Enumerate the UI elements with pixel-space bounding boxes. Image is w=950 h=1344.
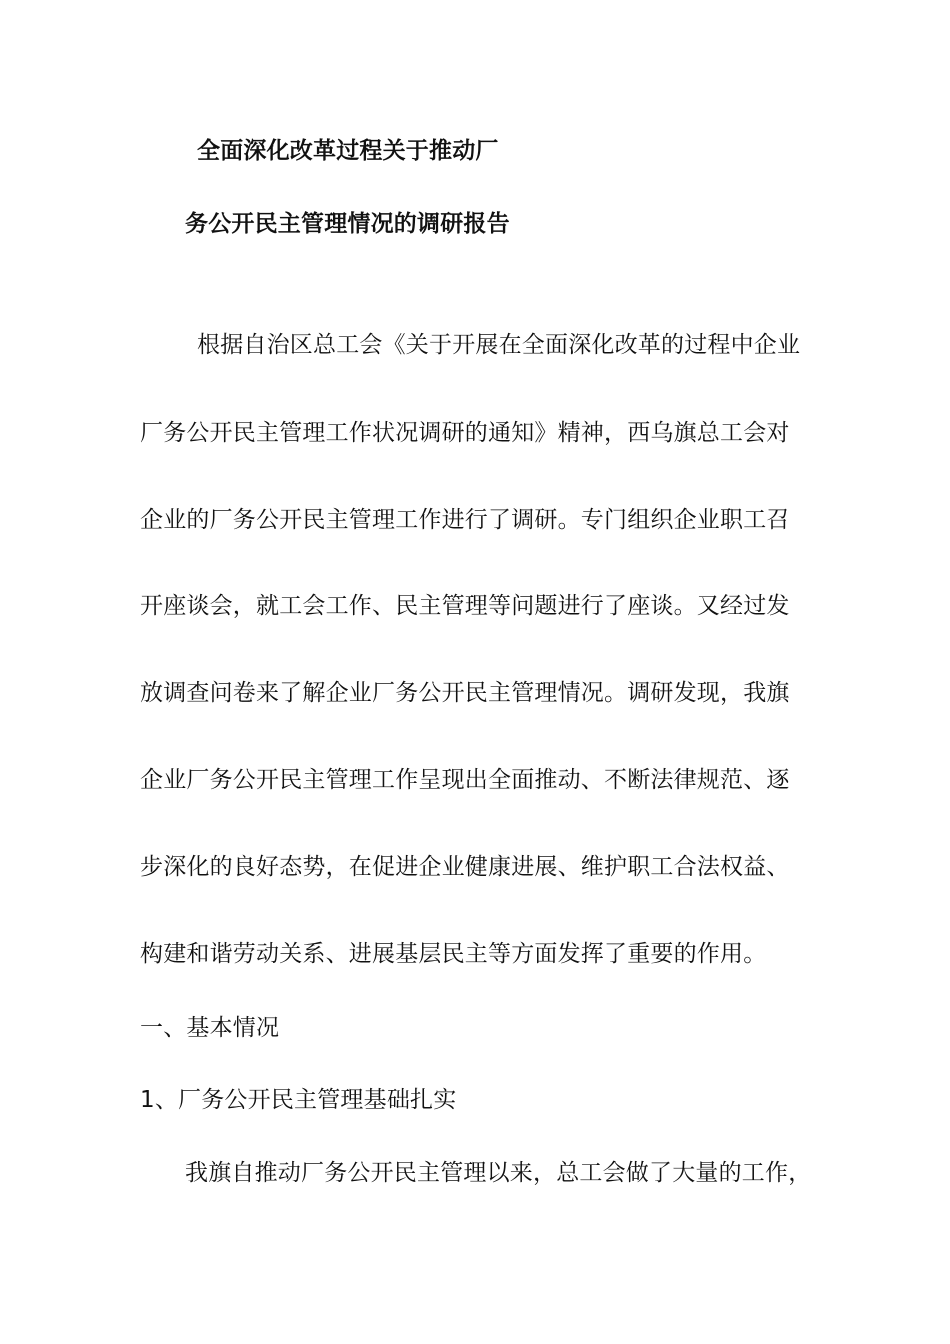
section-heading: 一、基本情况 <box>140 1015 280 1041</box>
paragraph-line-9: 我旗自推动厂务公开民主管理以来，总工会做了大量的工作， <box>185 1160 812 1186</box>
paragraph-line-8: 构建和谐劳动关系、进展基层民主等方面发挥了重要的作用。 <box>140 941 767 967</box>
subsection-heading: 1、厂务公开民主管理基础扎实 <box>140 1087 457 1113</box>
paragraph-line-6: 企业厂务公开民主管理工作呈现出全面推动、不断法律规范、逐 <box>140 767 790 793</box>
paragraph-line-2: 厂务公开民主管理工作状况调研的通知》精神，西乌旗总工会对 <box>140 420 790 446</box>
title-line-1: 全面深化改革过程关于推动厂 <box>197 138 499 164</box>
paragraph-line-5: 放调查问卷来了解企业厂务公开民主管理情况。调研发现，我旗 <box>140 680 790 706</box>
title-line-2: 务公开民主管理情况的调研报告 <box>185 211 510 237</box>
paragraph-line-7: 步深化的良好态势，在促进企业健康进展、维护职工合法权益、 <box>140 854 790 880</box>
paragraph-line-3: 企业的厂务公开民主管理工作进行了调研。专门组织企业职工召 <box>140 507 790 533</box>
paragraph-line-4: 开座谈会，就工会工作、民主管理等问题进行了座谈。又经过发 <box>140 593 790 619</box>
paragraph-line-1: 根据自治区总工会《关于开展在全面深化改革的过程中企业 <box>197 332 801 358</box>
